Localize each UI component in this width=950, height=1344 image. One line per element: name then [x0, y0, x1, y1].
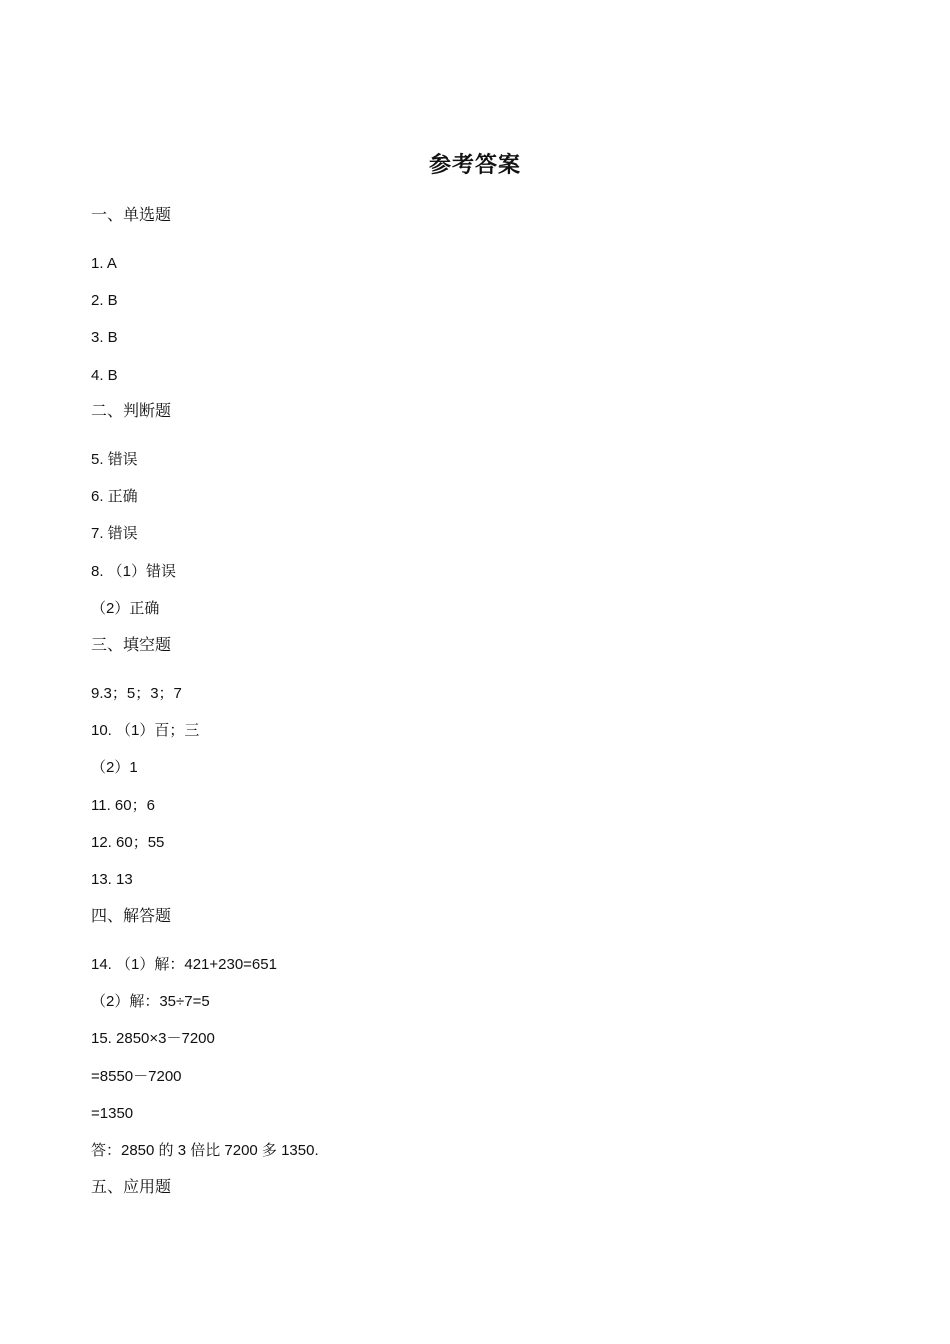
answer-line: （2）正确	[91, 600, 160, 617]
answer-line: 12. 60；55	[91, 834, 165, 851]
page-title: 参考答案	[428, 152, 521, 177]
answer-line: =1350	[91, 1105, 134, 1122]
answer-line: （2）解：35÷7=5	[91, 993, 210, 1010]
answer-line: 4. B	[91, 367, 118, 384]
answer-line: 8. （1）错误	[91, 563, 177, 580]
section-heading-application: 五、应用题	[91, 1179, 172, 1196]
answer-line: 5. 错误	[91, 451, 138, 468]
section-heading-single-choice: 一、单选题	[91, 207, 172, 224]
answer-line: 答：2850 的 3 倍比 7200 多 1350.	[91, 1142, 319, 1159]
answer-line: 15. 2850×3－7200	[91, 1030, 215, 1047]
answer-line: 2. B	[91, 292, 118, 309]
section-heading-true-false: 二、判断题	[91, 403, 172, 420]
answer-line: 3. B	[91, 329, 118, 346]
answer-line: 14. （1）解：421+230=651	[91, 956, 277, 973]
section-heading-solve: 四、解答题	[91, 908, 172, 925]
section-heading-fill-blank: 三、填空题	[91, 637, 172, 654]
answer-line: 13. 13	[91, 871, 133, 888]
answer-line: =8550－7200	[91, 1068, 182, 1085]
answer-line: 9.3；5；3；7	[91, 685, 182, 702]
answer-line: 11. 60；6	[91, 797, 155, 814]
answer-line: 10. （1）百；三	[91, 722, 200, 739]
answer-line: （2）1	[91, 759, 138, 776]
answer-line: 7. 错误	[91, 525, 138, 542]
answer-line: 1. A	[91, 255, 117, 272]
answer-line: 6. 正确	[91, 488, 138, 505]
